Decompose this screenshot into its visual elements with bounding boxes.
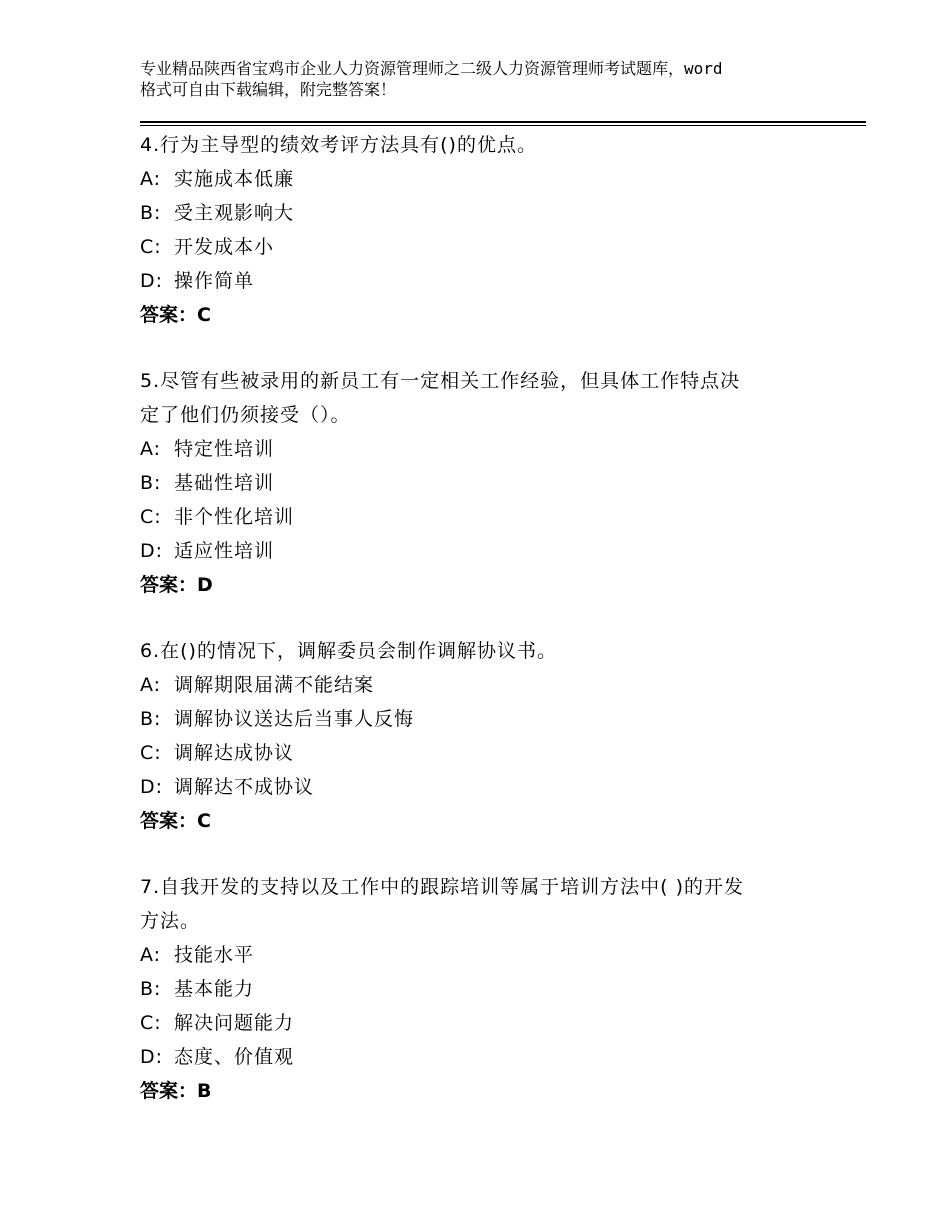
option-letter: A: [140, 438, 162, 460]
option-text: 受主观影响大 [174, 202, 295, 224]
option-text: 态度、价值观 [174, 1046, 295, 1068]
question-4 [140, 128, 840, 332]
option-letter: A: [140, 674, 162, 696]
question-6 [140, 634, 840, 838]
option-b [140, 196, 840, 230]
option-letter: D: [140, 776, 164, 798]
option-c [140, 230, 840, 264]
option-d [140, 264, 840, 298]
question-stem: 5.尽管有些被录用的新员工有一定相关工作经验，但具体工作特点决 [140, 370, 741, 392]
option-d [140, 534, 840, 568]
option-a [140, 162, 840, 196]
option-text: 调解期限届满不能结案 [174, 674, 375, 696]
question-5 [140, 364, 840, 602]
option-text: 特定性培训 [174, 438, 275, 460]
option-b [140, 972, 840, 1006]
option-text: 调解达不成协议 [174, 776, 315, 798]
header-line-2: 格式可自由下载编辑，附完整答案！ [140, 80, 397, 99]
option-letter: A: [140, 168, 162, 190]
option-letter: B: [140, 472, 162, 494]
option-a [140, 668, 840, 702]
option-text: 调解达成协议 [174, 742, 295, 764]
option-text: 基础性培训 [174, 472, 275, 494]
option-text: 开发成本小 [174, 236, 275, 258]
option-letter: C: [140, 506, 162, 528]
option-text: 实施成本低廉 [174, 168, 295, 190]
question-stem: 6.在()的情况下，调解委员会制作调解协议书。 [140, 640, 557, 662]
option-text: 解决问题能力 [174, 1012, 295, 1034]
answer-label: 答案：C [140, 304, 211, 326]
option-c [140, 736, 840, 770]
option-letter: C: [140, 236, 162, 258]
option-c [140, 1006, 840, 1040]
option-d [140, 1040, 840, 1074]
option-letter: D: [140, 540, 164, 562]
option-b [140, 466, 840, 500]
option-b [140, 702, 840, 736]
option-text: 操作简单 [174, 270, 255, 292]
header-line-1: 专业精品陕西省宝鸡市企业人力资源管理师之二级人力资源管理师考试题库，word [140, 59, 723, 78]
option-text: 技能水平 [174, 944, 255, 966]
question-stem-continued: 定了他们仍须接受（）。 [140, 404, 351, 426]
option-text: 调解协议送达后当事人反悔 [174, 708, 415, 730]
header-rule-thin [140, 125, 866, 126]
option-letter: B: [140, 202, 162, 224]
header-rule-thick [140, 121, 866, 123]
option-a [140, 432, 840, 466]
option-text: 适应性培训 [174, 540, 275, 562]
question-stem-continued: 方法。 [140, 910, 201, 932]
option-letter: B: [140, 708, 162, 730]
option-letter: D: [140, 1046, 164, 1068]
option-c [140, 500, 840, 534]
option-letter: D: [140, 270, 164, 292]
answer-label: 答案：B [140, 1080, 212, 1102]
answer-label: 答案：C [140, 810, 211, 832]
document-header [140, 58, 840, 100]
option-d [140, 770, 840, 804]
question-7 [140, 870, 840, 1108]
option-letter: A: [140, 944, 162, 966]
option-text: 非个性化培训 [174, 506, 295, 528]
option-text: 基本能力 [174, 978, 255, 1000]
question-list [140, 128, 840, 1140]
option-a [140, 938, 840, 972]
answer-label: 答案：D [140, 574, 213, 596]
option-letter: C: [140, 1012, 162, 1034]
option-letter: B: [140, 978, 162, 1000]
question-stem: 7.自我开发的支持以及工作中的跟踪培训等属于培训方法中( )的开发 [140, 876, 744, 898]
question-stem: 4.行为主导型的绩效考评方法具有()的优点。 [140, 134, 537, 156]
option-letter: C: [140, 742, 162, 764]
